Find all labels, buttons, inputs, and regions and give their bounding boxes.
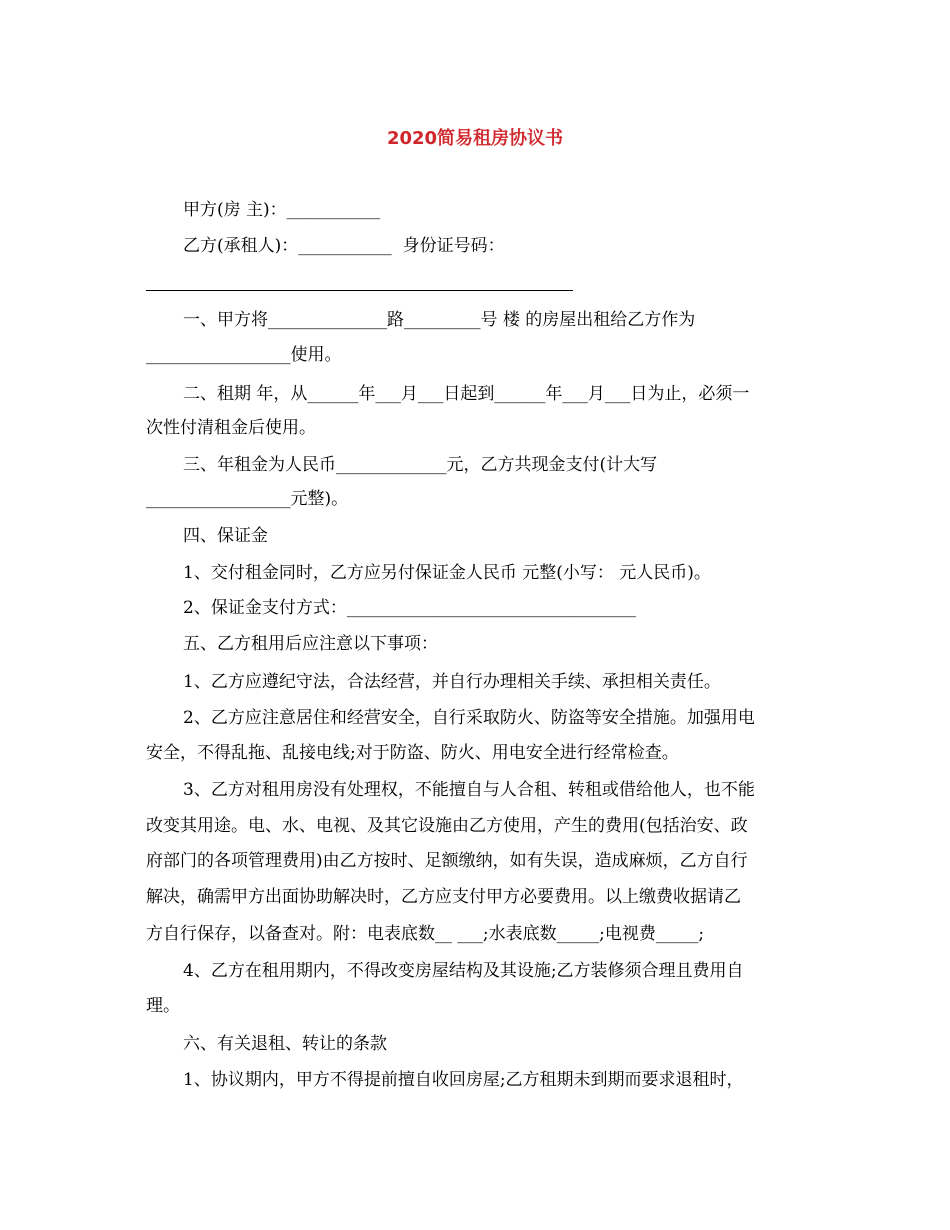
clause-6-item-1: 1、协议期内，甲方不得提前擅自收回房屋;乙方租期未到期而要求退租时， [183,1070,744,1090]
party-b-line: 乙方(承租人)：___________ 身份证号码： [183,236,505,256]
clause-5-item-4-line-1: 4、乙方在租用期内，不得改变房屋结构及其设施;乙方装修须合理且费用自 [183,961,744,981]
clause-5-item-1: 1、乙方应遵纪守法，合法经营，并自行办理相关手续、承担相关责任。 [183,672,721,692]
clause-6-heading: 六、有关退租、转让的条款 [183,1034,387,1054]
clause-5-item-3-line-4: 解决，确需甲方出面协助解决时，乙方应支付甲方必要费用。以上缴费收据请乙 [146,887,741,907]
clause-4-item-1: 1、交付租金同时，乙方应另付保证金人民币 元整(小写： 元人民币)。 [183,563,711,583]
clause-2-line-2: 次性付清租金后使用。 [146,418,316,438]
clause-5-item-3-line-5: 方自行保存，以备查对。附：电表底数__ ___;水表底数_____;电视费_____; [146,924,705,944]
clause-5-item-3-line-1: 3、乙方对租用房没有处理权，不能擅自与人合租、转租或借给他人，也不能 [183,780,755,800]
clause-5-item-4-line-2: 理。 [146,996,180,1016]
clause-1-line-1: 一、甲方将______________路_________号 楼 的房屋出租给乙方作为 [183,310,696,330]
clause-5-item-2-line-1: 2、乙方应注意居住和经营安全，自行采取防火、防盗等安全措施。加强用电 [183,708,755,728]
clause-5-item-3-line-3: 府部门的各项管理费用)由乙方按时、足额缴纳，如有失误，造成麻烦，乙方自行 [146,851,748,871]
clause-5-item-2-line-2: 安全，不得乱拖、乱接电线;对于防盗、防火、用电安全进行经常检查。 [146,743,679,763]
clause-2-line-1: 二、租期 年，从______年___月___日起到______年___月___日为止，必须一 [183,384,750,404]
clause-3-line-1: 三、年租金为人民币_____________元，乙方共现金支付(计大写 [183,455,658,475]
clause-4-item-2: 2、保证金支付方式：__________________________________ [183,598,636,618]
clause-5-heading: 五、乙方租用后应注意以下事项： [183,634,438,654]
id-number-underline [146,290,573,291]
clause-3-line-2: _________________元整)。 [146,489,349,509]
clause-4-heading: 四、保证金 [183,526,268,546]
party-a-line: 甲方(房 主)：___________ [183,200,381,220]
clause-1-line-2: _________________使用。 [146,345,342,365]
clause-5-item-3-line-2: 改变其用途。电、水、电视、及其它设施由乙方使用，产生的费用(包括治安、政 [146,816,748,836]
document-title: 2020简易租房协议书 [386,128,564,149]
